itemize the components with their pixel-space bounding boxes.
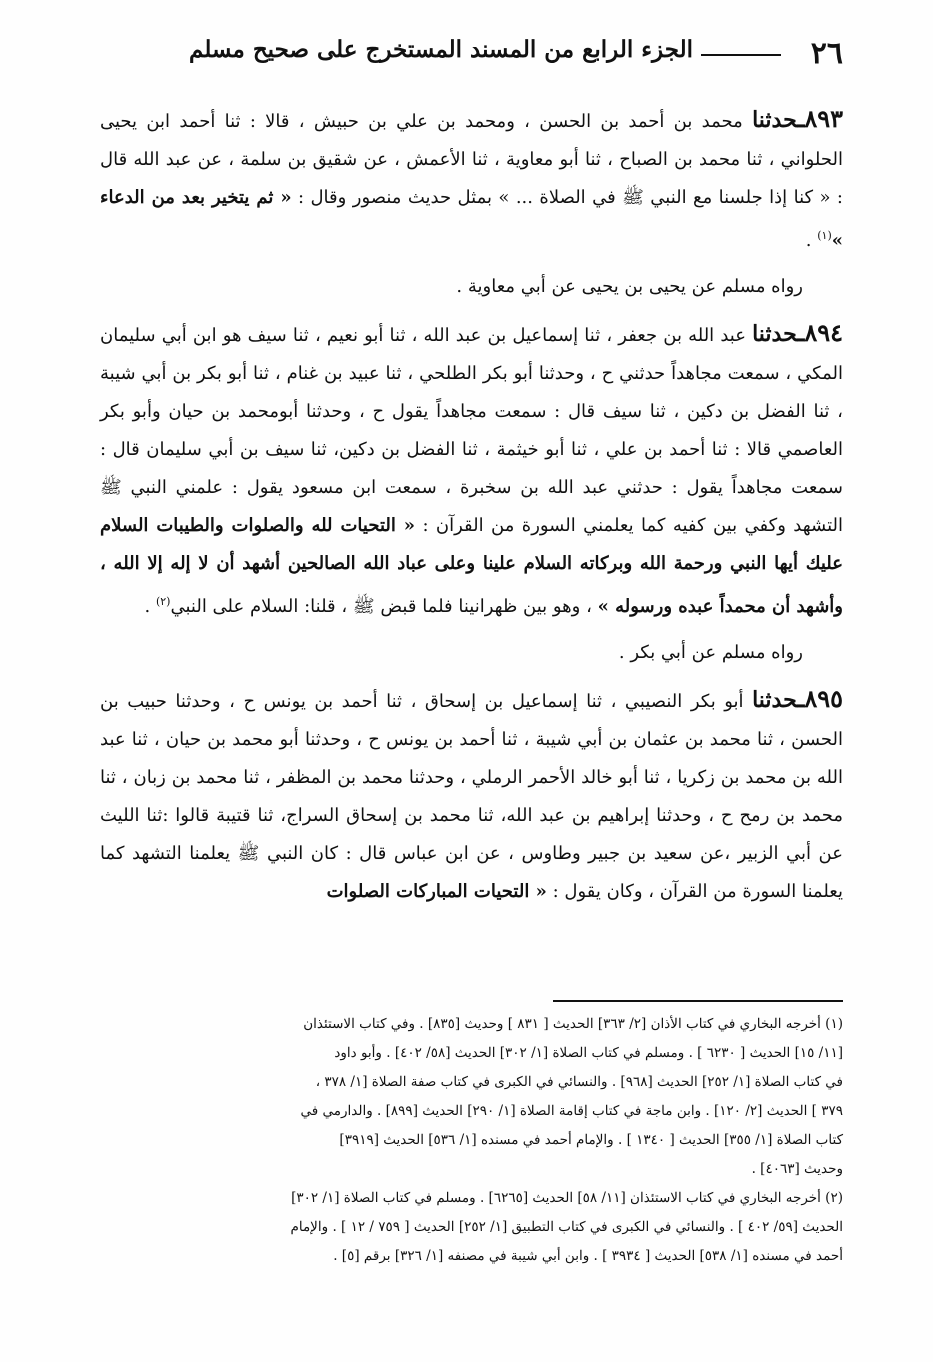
hadith-keyword: حدثنا	[752, 321, 798, 347]
hadith-893: ٨٩٣ـحدثنا محمد بن أحمد بن الحسن ، ومحمد بن علي بن حبيش ، قالا : ثنا أحمد ابن يحيى الحلواني ، ثنا محمد بن الصباح ، ثنا أبو معاوية ، ثنا الأعمش ، عن شقيق بن سلمة ، عن عبد الله قال : « كنا إذا جلسنا مع النبي ﷺ في الصلاة ... » بمثل حديث منصور وقال : « ثم يتخير بعد من الدعاء »$^{(١)}$ .	[100, 104, 844, 251]
footnote-ref: (٢)	[155, 595, 171, 608]
riwaya-893: رواه مسلم عن يحيى بن يحيى عن أبي معاوية .	[456, 276, 803, 297]
hadith-number: ٨٩٤	[804, 318, 843, 347]
hadith-894: ٨٩٤ـحدثنا عبد الله بن جعفر ، ثنا إسماعيل بن عبد الله ، ثنا أبو نعيم ، ثنا سيف هو ابن أبي سليمان المكي ، سمعت مجاهداً حدثني ح ، وحدثنا أبو بكر الطلحي ، ثنا عبيد بن غنام ، ثنا أبو بكر بن أبي شيبة ، ثنا الفضل بن دكين ، ثنا سيف قال : سمعت مجاهداً يقول ح ، وحدثنا أبومحمد بن حيان وأبو بكر العاصمي قالا : ثنا أحمد بن علي ، ثنا أبو خيثمة ، ثنا الفضل بن دكين، ثنا سيف بن أبي سليمان قال : سمعت مجاهداً يقول : حدثني عبد الله بن سخبرة ، سمعت ابن مسعود يقول : علمني النبي ﷺ التشهد وكفي بين كفيه كما يعلمني السورة من القرآن : « التحيات لله والصلوات والطيبات السلام عليك أيها النبي ورحمة الله وبركاته السلام علينا وعلى عباد الله الصالحين أشهد أن لا إله إلا الله ، وأشهد أن محمداً عبده ورسوله » ، وهو بين ظهرانينا فلما قبض ﷺ ، قلنا: السلام على النبي$^{(٢)}$ .	[100, 318, 843, 617]
hadith-end: .	[805, 230, 818, 251]
footnote-line: وحديث [٤٠٦٣] .	[751, 1161, 843, 1177]
hadith-bold-text: « ثم يتخير بعد من الدعاء »	[100, 187, 843, 251]
footnote-ref: (١)	[817, 229, 832, 242]
footnote-line: (٢) أخرجه البخاري في كتاب الاستئذان [١١/ ٥٨] الحديث [٦٢٦٥] . ومسلم في كتاب الصلاة [١/ ٣٠٢]	[291, 1190, 843, 1206]
hadith-number: ٨٩٣	[804, 104, 844, 133]
running-title: الجزء الرابع من المسند المستخرج على صحيح مسلم	[189, 36, 693, 63]
page-header	[100, 30, 843, 80]
main-text	[100, 100, 843, 919]
footnote-line: ٣٧٩ ] الحديث [٢/ ١٢٠] . وابن ماجة في كتاب إقامة الصلاة [١/ ٢٩٠] الحديث [٨٩٩] . والدارمي في	[300, 1103, 843, 1119]
hadith-bold-text: « التحيات لله والصلوات والطيبات السلام عليك أيها النبي ورحمة الله وبركاته السلام علينا وعلى عباد الله الصالحين أشهد أن لا إله إلا الله ، وأشهد أن محمداً عبده ورسوله »	[100, 515, 843, 617]
hadith-end: .	[144, 596, 156, 617]
page-number: ٢٦	[810, 36, 843, 71]
hadith-number: ٨٩٥	[804, 684, 843, 713]
footnote-line: كتاب الصلاة [١/ ٣٥٥] الحديث [ ١٣٤٠ ] . والإمام أحمد في مسنده [١/ ٥٣٦] الحديث [٣٩١٩]	[339, 1132, 843, 1148]
header-rule	[701, 54, 781, 56]
footnote-line: في كتاب الصلاة [١/ ٢٥٢] الحديث [٩٦٨] . والنسائي في الكبرى في كتاب صفة الصلاة [١/ ٣٧٨ ،	[315, 1074, 843, 1090]
riwaya-894: رواه مسلم عن أبي بكر .	[618, 642, 803, 663]
hadith-keyword: حدثنا	[752, 687, 798, 713]
footnote-line: (١) أخرجه البخاري في كتاب الأذان [٢/ ٣٦٣] الحديث [ ٨٣١ ] وحديث [٨٣٥] . وفي كتاب الاستئذان	[303, 1016, 843, 1032]
hadith-keyword: حدثنا	[752, 107, 798, 133]
hadith-text: أبو بكر النصيبي ، ثنا إسماعيل بن إسحاق ، ثنا أحمد بن يونس ح ، وحدثنا حبيب بن الحسن ، ثنا محمد بن عثمان بن أبي شيبة ، ثنا أحمد بن يونس ح ، وحدثنا أبو محمد بن حيان ، ثنا عبد الله بن محمد بن زكريا ، ثنا أبو خالد الأحمر الرملي ، وحدثنا محمد بن المظفر ، ثنا محمد بن زبان ، ثنا محمد بن رمح ح ، وحدثنا إبراهيم بن عبد الله، ثنا محمد بن إسحاق السراج، ثنا قتيبة قالوا :ثنا الليث عن أبي الزبير ،عن سعيد بن جبير وطاوس ، عن ابن عباس قال : كان النبي ﷺ يعلمنا التشهد كما يعلمنا السورة من القرآن ، وكان يقول :	[100, 691, 843, 902]
footnotes	[100, 1010, 843, 1271]
footnote-line: [١١/ ١٥] الحديث [ ٦٢٣٠ ] . ومسلم في كتاب الصلاة [١/ ٣٠٢] الحديث [٥٨/ ٤٠٢] . وأبو داود	[334, 1045, 843, 1061]
hadith-text-2: ، وهو بين ظهرانينا فلما قبض ﷺ ، قلنا: السلام على النبي	[170, 596, 598, 617]
footnote-line: الحديث [٥٩/ ٤٠٢ ] . والنسائي في الكبرى في كتاب التطبيق [١/ ٢٥٢] الحديث [ ٧٥٩ / ١٢ ] . والإمام	[290, 1219, 843, 1235]
hadith-bold-text: « التحيات المباركات الصلوات	[326, 881, 547, 902]
hadith-text: محمد بن أحمد بن الحسن ، ومحمد بن علي بن حبيش ، قالا : ثنا أحمد ابن يحيى الحلواني ، ثنا محمد بن الصباح ، ثنا أبو معاوية ، ثنا الأعمش ، عن شقيق بن سلمة ، عن عبد الله قال : « كنا إذا جلسنا مع النبي ﷺ في الصلاة ... » بمثل حديث منصور وقال :	[100, 111, 843, 208]
hadith-895: ٨٩٥ـحدثنا أبو بكر النصيبي ، ثنا إسماعيل بن إسحاق ، ثنا أحمد بن يونس ح ، وحدثنا حبيب بن الحسن ، ثنا محمد بن عثمان بن أبي شيبة ، ثنا أحمد بن يونس ح ، وحدثنا أبو محمد بن حيان ، ثنا عبد الله بن محمد بن زكريا ، ثنا أبو خالد الأحمر الرملي ، وحدثنا محمد بن المظفر ، ثنا محمد بن زبان ، ثنا محمد بن رمح ح ، وحدثنا إبراهيم بن عبد الله، ثنا محمد بن إسحاق السراج، ثنا قتيبة قالوا :ثنا الليث عن أبي الزبير ،عن سعيد بن جبير وطاوس ، عن ابن عباس قال : كان النبي ﷺ يعلمنا التشهد كما يعلمنا السورة من القرآن ، وكان يقول : « التحيات المباركات الصلوات	[100, 684, 843, 902]
footnote-separator	[553, 1000, 843, 1002]
footnote-line: أحمد في مسنده [١/ ٥٣٨] الحديث [ ٣٩٣٤ ] . وابن أبي شيبة في مصنفه [١/ ٣٢٦] برقم [٥] .	[333, 1248, 843, 1264]
hadith-text: عبد الله بن جعفر ، ثنا إسماعيل بن عبد الله ، ثنا أبو نعيم ، ثنا سيف هو ابن أبي سليمان المكي ، سمعت مجاهداً حدثني ح ، وحدثنا أبو بكر الطلحي ، ثنا عبيد بن غنام ، ثنا أبو بكر بن أبي شيبة ، ثنا الفضل بن دكين ، ثنا سيف قال : سمعت مجاهداً يقول ح ، وحدثنا أبومحمد بن حيان وأبو بكر العاصمي قالا : ثنا أحمد بن علي ، ثنا أبو خيثمة ، ثنا الفضل بن دكين، ثنا سيف بن أبي سليمان قال : سمعت مجاهداً يقول : حدثني عبد الله بن سخبرة ، سمعت ابن مسعود يقول : علمني النبي ﷺ التشهد وكفي بين كفيه كما يعلمني السورة من القرآن :	[100, 325, 843, 536]
